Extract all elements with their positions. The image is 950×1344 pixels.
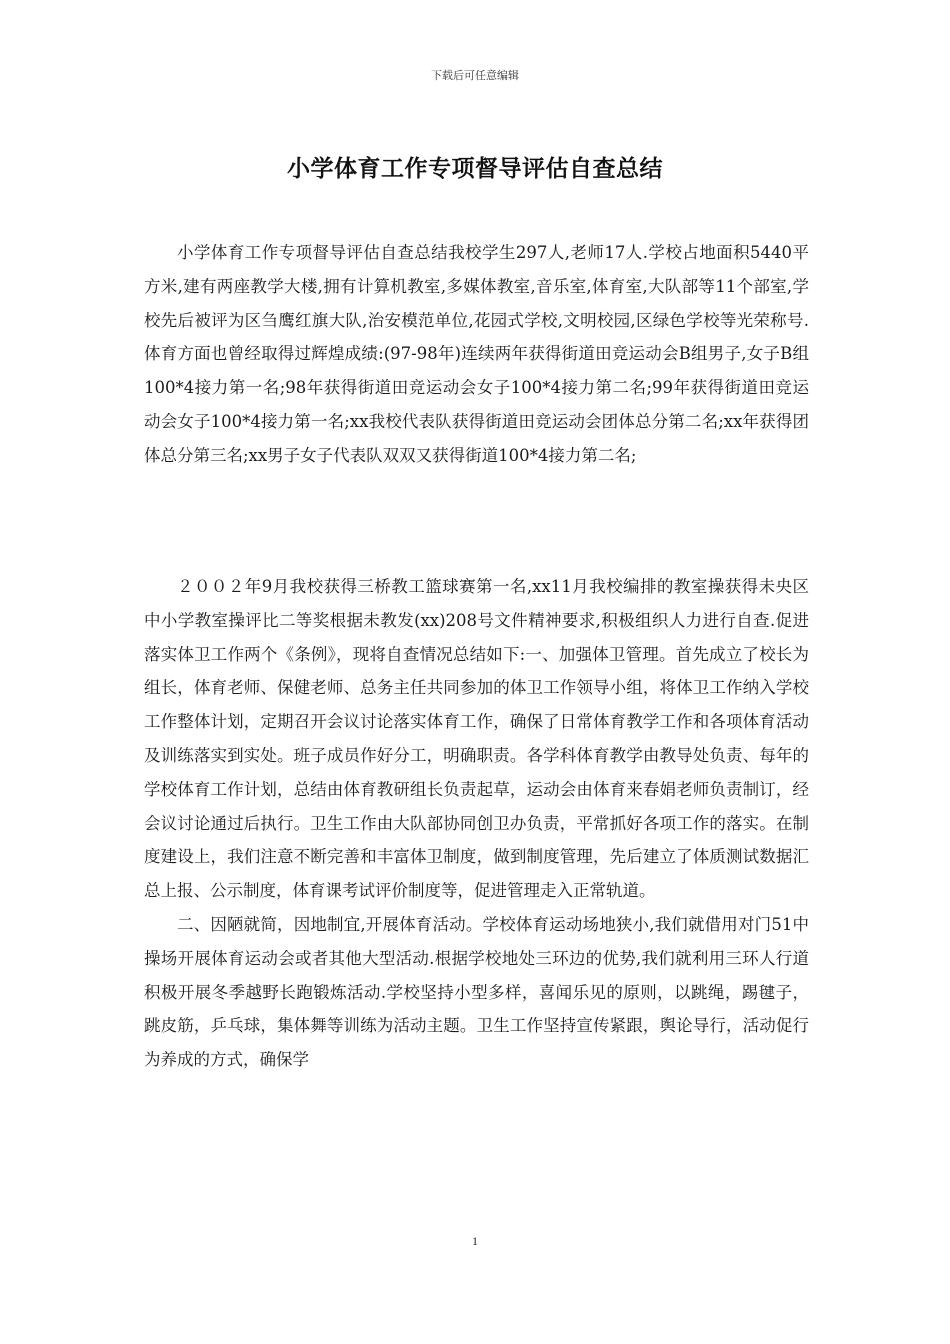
page-number: 1 — [472, 1234, 478, 1248]
document-title: 小学体育工作专项督导评估自查总结 — [287, 156, 663, 182]
document-body-section-2 — [144, 570, 809, 1077]
paragraph-activities: 二、因陋就简，因地制宜,开展体育活动。学校体育运动场地狭小,我们就借用对门51中操场开展体育运动会或者其他大型活动.根据学校地处三环边的优势,我们就利用三环人行道积极开展冬季越野长跑锻炼活动.学校坚持小型多样，喜闻乐见的原则，以跳绳，踢毽子，跳皮筋，乒乓球，集体舞等训练为活动主题。卫生工作坚持宣传紧跟，舆论导行，活动促行为养成的方式，确保学 — [144, 914, 809, 1070]
paragraph-intro: 小学体育工作专项督导评估自查总结我校学生297人,老师17人.学校占地面积5440平方米,建有两座教学大楼,拥有计算机教室,多媒体教室,音乐室,体育室,大队部等11个部室,学校先后被评为区刍鹰红旗大队,治安模范单位,花园式学校,文明校园,区绿色学校等光荣称号.体育方面也曾经取得过辉煌成绩:(97-98年)连续两年获得街道田竞运动会B组男子,女子B组100*4接力第一名;98年获得街道田竞运动会女子100*4接力第二名;99年获得街道田竞运动会女子100*4接力第一名;xx我校代表队获得街道田竞运动会团体总分第二名;xx年获得团体总分第三名;xx男子女子代表队双双又获得街道100*4接力第二名; — [144, 243, 809, 465]
document-body-section-1 — [144, 236, 809, 473]
paragraph-management: ２００２年9月我校获得三桥教工篮球赛第一名,xx11月我校编排的教室操获得未央区中小学教室操评比二等奖根据未教发(xx)208号文件精神要求,积极组织人力进行自查.促进落实体卫工作两个《条例》，现将自查情况总结如下:一、加强体卫管理。首先成立了校长为组长，体育老师、保健老师、总务主任共同参加的体卫工作领导小组，将体卫工作纳入学校工作整体计划，定期召开会议讨论落实体育工作，确保了日常体育教学工作和各项体育活动及训练落实到实处。班子成员作好分工，明确职责。各学科体育教学由教导处负责、每年的学校体育工作计划，总结由体育教研组长负责起草，运动会由体育来春娟老师负责制订，经会议讨论通过后执行。卫生工作由大队部协同创卫办负责，平常抓好各项工作的落实。在制度建设上，我们注意不断完善和丰富体卫制度，做到制度管理，先后建立了体质测试数据汇总上报、公示制度，体育课考试评价制度等，促进管理走入正常轨道。 — [144, 577, 809, 901]
page-header-note: 下载后可任意编辑 — [431, 69, 519, 82]
